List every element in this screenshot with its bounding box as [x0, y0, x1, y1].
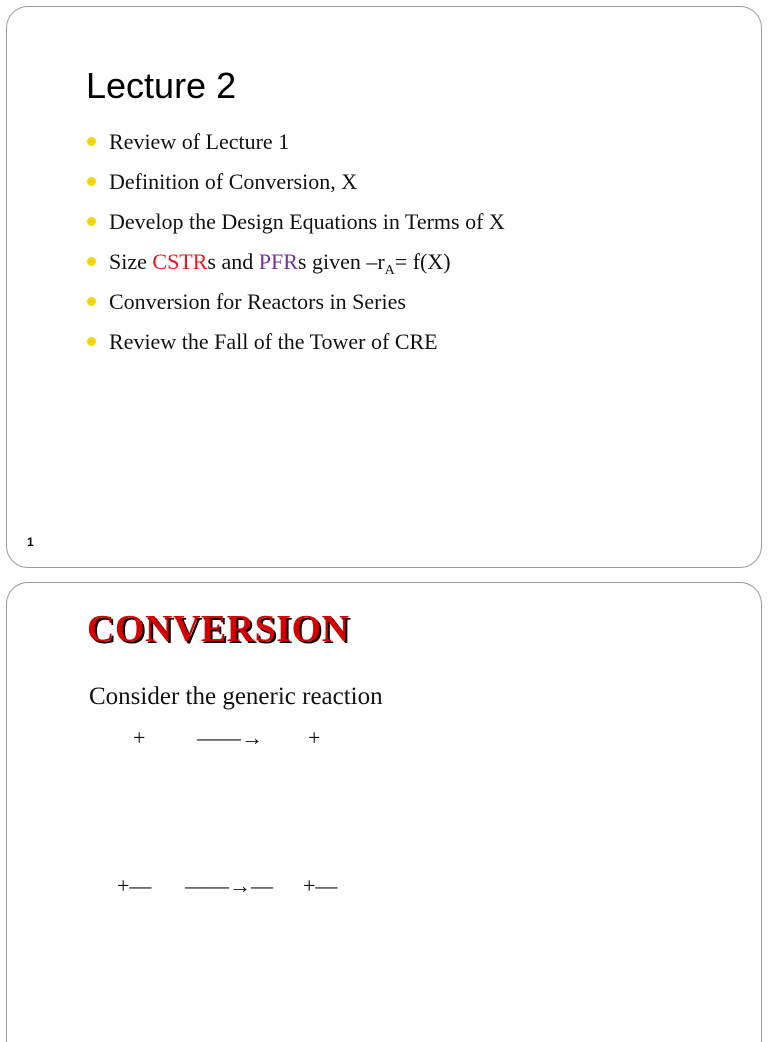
bullet-text-part: = f(X): [394, 249, 451, 274]
bullet-text: Develop the Design Equations in Terms of X: [109, 209, 505, 234]
bullet-text: Review of Lecture 1: [109, 129, 290, 154]
bullet-item: [87, 287, 505, 327]
bullet-dot-icon: [87, 137, 96, 146]
bullet-item: [87, 167, 505, 207]
subscript: A: [384, 263, 395, 278]
bullet-text-part: s and: [207, 249, 259, 274]
bullet-text: Review the Fall of the Tower of CRE: [109, 329, 438, 354]
bullet-dot-icon: [87, 177, 96, 186]
slide-title: Lecture 2: [86, 65, 237, 106]
equation-term: +—: [117, 873, 152, 898]
bullet-text-part: s given –r: [297, 249, 385, 274]
bullet-dot-icon: [87, 337, 96, 346]
equation-term: +—: [303, 873, 338, 898]
slide-title: CONVERSION: [87, 608, 350, 650]
slide-subtitle: Consider the generic reaction: [89, 683, 383, 710]
bullet-dot-icon: [87, 217, 96, 226]
equation-plus: +: [308, 725, 321, 750]
reaction-arrow: ——→—: [185, 873, 273, 898]
bullet-item: [87, 127, 505, 167]
cstr-term: CSTR: [152, 249, 208, 274]
pfr-term: PFR: [258, 249, 298, 274]
page-number: 1: [27, 535, 34, 549]
reaction-arrow: ——→: [197, 725, 263, 750]
bullet-text: Definition of Conversion, X: [109, 169, 358, 194]
slide-2: [6, 582, 762, 1042]
bullet-dot-icon: [87, 257, 96, 266]
slide-1: [6, 6, 762, 568]
bullet-list: [87, 127, 505, 367]
bullet-dot-icon: [87, 297, 96, 306]
bullet-item: [87, 327, 505, 367]
bullet-item: [87, 207, 505, 247]
bullet-text-part: Size: [109, 249, 153, 274]
equation-plus: +: [133, 725, 146, 750]
bullet-text: Conversion for Reactors in Series: [109, 289, 406, 314]
bullet-item: [87, 247, 505, 287]
